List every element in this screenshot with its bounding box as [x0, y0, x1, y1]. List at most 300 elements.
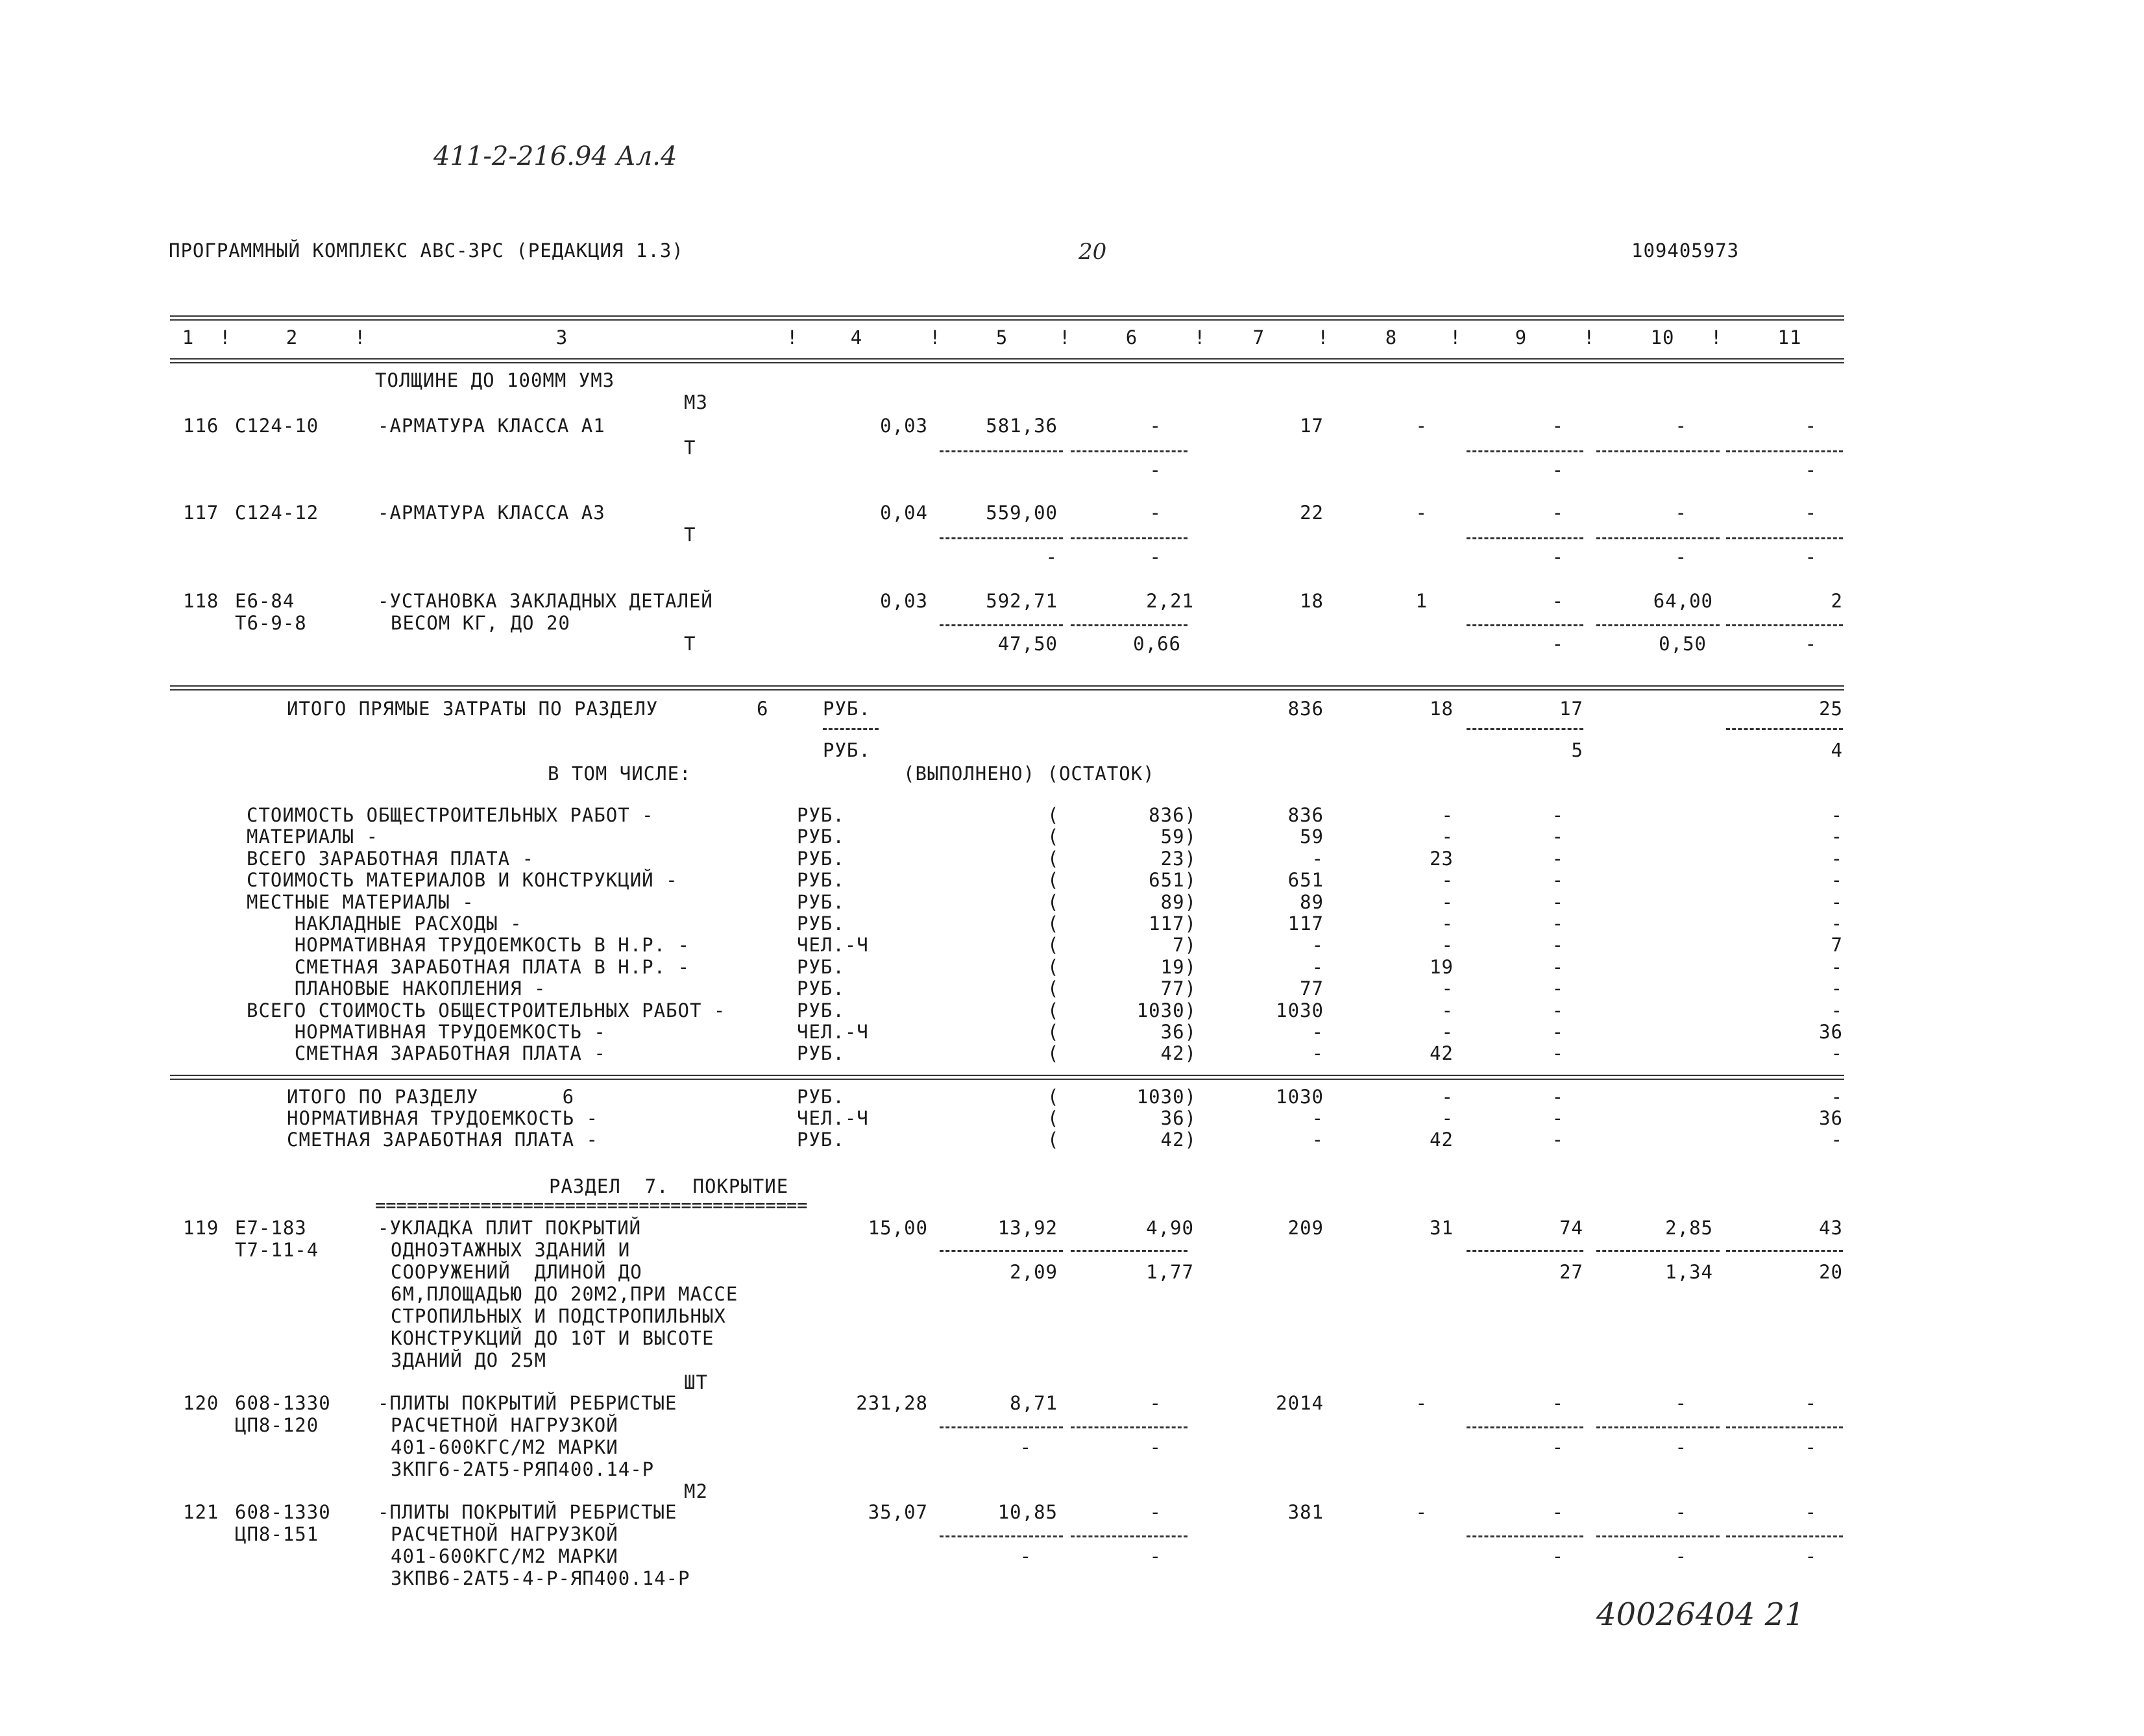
cell-col8: -: [1441, 934, 1454, 957]
column-separators: !: [219, 326, 232, 348]
completed-value: 23): [1160, 847, 1197, 870]
cell-col8: 31: [1430, 1217, 1454, 1239]
unit-label: РУБ.: [797, 890, 845, 913]
cell-col11: -: [1805, 1392, 1817, 1414]
cell-sub: -: [1805, 459, 1817, 481]
cell-col8: 19: [1430, 955, 1454, 978]
cell-underline: [940, 1426, 1063, 1428]
cell-qty: 0,03: [880, 415, 928, 437]
cell-sub: -: [1552, 1545, 1564, 1567]
cell-total: 18: [1300, 590, 1324, 612]
cell-sub: -: [1149, 1436, 1162, 1458]
breakdown-label: ИТОГО ПО РАЗДЕЛУ 6: [287, 1086, 575, 1108]
unit-label: ЧЕЛ.-Ч: [797, 1021, 869, 1043]
cell-underline: [940, 1535, 1063, 1537]
cell-total: 17: [1300, 415, 1324, 437]
cell-unit-cost: 8,71: [1010, 1392, 1058, 1414]
cell-total: 836: [1287, 698, 1324, 720]
unit-label: Т: [684, 437, 696, 459]
cell-sub: -: [1675, 1545, 1687, 1567]
cell-col11: 36: [1819, 1107, 1843, 1129]
col-header-4: 4: [850, 326, 863, 348]
cell-col9: -: [1552, 955, 1564, 978]
column-separators: !: [786, 326, 799, 348]
cell-col11: -: [1805, 1501, 1817, 1523]
column-separators: !: [1450, 326, 1462, 348]
cell-sub: -: [1045, 546, 1058, 568]
breakdown-label: НАКЛАДНЫЕ РАСХОДЫ -: [247, 912, 522, 935]
cell-unit-cost: 10,85: [997, 1501, 1058, 1523]
unit-label: РУБ.: [797, 912, 845, 935]
cell-col9: -: [1552, 804, 1564, 826]
cell-total: 381: [1287, 1501, 1324, 1523]
unit-label: РУБ.: [797, 1086, 845, 1108]
cell-col8: -: [1415, 502, 1428, 524]
cell-qty: 0,03: [880, 590, 928, 612]
cell-col11: 36: [1819, 1021, 1843, 1043]
paren-open: (: [1047, 890, 1060, 913]
cell-col8: 42: [1430, 1042, 1454, 1065]
col-header-11: 11: [1777, 326, 1802, 348]
cell-underline: [940, 1250, 1063, 1252]
cell-underline: [1726, 1426, 1843, 1428]
col-header-7: 7: [1252, 326, 1265, 348]
cell-total: -: [1311, 1107, 1324, 1129]
cell-sub: -: [1805, 1545, 1817, 1567]
cell-col8: 23: [1430, 847, 1454, 870]
row-description: 401-600КГС/М2 МАРКИ: [391, 1436, 618, 1458]
cell-underline: [1726, 1250, 1843, 1252]
cell-col6: -: [1149, 502, 1162, 524]
cell-col9: -: [1552, 934, 1564, 957]
row-code: Е7-183: [235, 1217, 307, 1239]
cell-col9: -: [1552, 1129, 1564, 1151]
unit-label: РУБ.: [823, 739, 871, 761]
unit-label: ЧЕЛ.-Ч: [797, 1107, 869, 1129]
cell-underline: [1596, 624, 1720, 626]
cell-col9: -: [1552, 999, 1564, 1021]
cell-col9: -: [1552, 502, 1564, 524]
paren-open: (: [1047, 955, 1060, 978]
cell-underline: [1467, 1250, 1583, 1252]
cell-col8: -: [1441, 804, 1454, 826]
column-separators: !: [1711, 326, 1723, 348]
cell-unit-cost: 559,00: [986, 502, 1058, 524]
col-header-1: 1: [182, 326, 195, 348]
cell-total: 651: [1287, 869, 1324, 892]
cell-col10: -: [1675, 502, 1687, 524]
row-description: -ПЛИТЫ ПОКРЫТИЙ РЕБРИСТЫЕ: [378, 1392, 677, 1414]
row-description: РАСЧЕТНОЙ НАГРУЗКОЙ: [391, 1523, 618, 1545]
completed-value: 7): [1173, 934, 1197, 957]
paren-open: (: [1047, 999, 1060, 1021]
cell-col6: -: [1149, 415, 1162, 437]
including-header: (ВЫПОЛНЕНО) (ОСТАТОК): [903, 763, 1155, 785]
cell-total: -: [1311, 955, 1324, 978]
paren-open: (: [1047, 1086, 1060, 1108]
unit-label: ЧЕЛ.-Ч: [797, 934, 869, 957]
row-description: 401-600КГС/М2 МАРКИ: [391, 1545, 618, 1567]
cell-total: 836: [1287, 804, 1324, 826]
completed-value: 77): [1160, 977, 1197, 1000]
row-code: ЦП8-151: [235, 1523, 319, 1545]
paren-open: (: [1047, 912, 1060, 935]
section-total-rule: [170, 685, 1844, 691]
cell-col11: -: [1831, 999, 1843, 1021]
cell-sub: -: [1149, 1545, 1162, 1567]
cell-total: 1030: [1276, 999, 1324, 1021]
cell-col9: -: [1552, 1021, 1564, 1043]
cell-sub: 2,09: [1010, 1261, 1058, 1283]
paren-open: (: [1047, 1107, 1060, 1129]
row-description: СТРОПИЛЬНЫХ И ПОДСТРОПИЛЬНЫХ: [391, 1305, 726, 1327]
cell-col8: -: [1441, 1107, 1454, 1129]
cell-underline: [1726, 624, 1843, 626]
unit-label: ШТ: [684, 1371, 708, 1393]
row-description: РАСЧЕТНОЙ НАГРУЗКОЙ: [391, 1414, 618, 1436]
cell-sub: -: [1675, 1436, 1687, 1458]
cell-col10: -: [1675, 1501, 1687, 1523]
breakdown-label: НОРМАТИВНАЯ ТРУДОЕМКОСТЬ -: [287, 1107, 598, 1129]
cell-underline: [940, 624, 1063, 626]
cell-underline: [1726, 537, 1843, 539]
cell-unit-cost: 13,92: [997, 1217, 1058, 1239]
paren-open: (: [1047, 847, 1060, 870]
cell-underline: [1596, 1250, 1720, 1252]
cell-total: 209: [1287, 1217, 1324, 1239]
cell-col9: 17: [1559, 698, 1583, 720]
col-header-3: 3: [555, 326, 568, 348]
row-description: ВЕСОМ КГ, ДО 20: [391, 612, 570, 634]
col-header-2: 2: [286, 326, 298, 348]
completed-value: 89): [1160, 890, 1197, 913]
row-description: ОДНОЭТАЖНЫХ ЗДАНИЙ И: [391, 1239, 631, 1261]
cell-col11: -: [1831, 1086, 1843, 1108]
cell-col10: 2,85: [1665, 1217, 1713, 1239]
cell-sub: -: [1552, 459, 1564, 481]
section-title: РАЗДЕЛ 7. ПОКРЫТИЕ: [549, 1175, 789, 1197]
cell-total: 22: [1300, 502, 1324, 524]
unit-label: РУБ.: [797, 999, 845, 1021]
cell-col11: -: [1805, 502, 1817, 524]
paren-open: (: [1047, 869, 1060, 892]
cell-sub: 5: [1571, 739, 1583, 761]
cell-total: 59: [1300, 825, 1324, 848]
cell-col11: 7: [1831, 934, 1843, 957]
cell-underline: [1071, 1426, 1188, 1428]
cell-col9: -: [1552, 977, 1564, 1000]
cell-underline: [1071, 1250, 1188, 1252]
cell-col9: -: [1552, 1042, 1564, 1065]
cell-sub: 0,66: [1133, 633, 1181, 655]
cell-sub: -: [1149, 459, 1162, 481]
cell-col11: -: [1831, 1042, 1843, 1065]
handwritten-bottom-code: 40026404 21: [1596, 1596, 1805, 1633]
cell-underline: [823, 728, 879, 730]
breakdown-label: НОРМАТИВНАЯ ТРУДОЕМКОСТЬ В Н.Р. -: [247, 934, 690, 957]
section-title-rule: =========================================: [375, 1195, 808, 1216]
row-description: СООРУЖЕНИЙ ДЛИНОЙ ДО: [391, 1261, 642, 1283]
breakdown-label: МАТЕРИАЛЫ -: [247, 825, 379, 848]
section-end-rule: [170, 1075, 1844, 1080]
cell-total: 2014: [1276, 1392, 1324, 1414]
row-code: Е6-84: [235, 590, 295, 612]
row-code: С124-10: [235, 415, 319, 437]
paren-open: (: [1047, 1021, 1060, 1043]
unit-label: РУБ.: [797, 847, 845, 870]
col-header-9: 9: [1515, 326, 1528, 348]
handwritten-top-code: 411-2-216.94 Ал.4: [433, 141, 677, 171]
cell-col11: -: [1831, 847, 1843, 870]
cell-qty: 231,28: [856, 1392, 928, 1414]
cell-col9: -: [1552, 590, 1564, 612]
paren-open: (: [1047, 825, 1060, 848]
cell-underline: [1726, 450, 1843, 452]
row-description: -АРМАТУРА КЛАССА А3: [378, 502, 605, 524]
cell-underline: [1596, 450, 1720, 452]
cell-col9: -: [1552, 1086, 1564, 1108]
table-top-rule: [170, 315, 1844, 321]
row-code: Т7-11-4: [235, 1239, 319, 1261]
cell-col8: -: [1415, 1501, 1428, 1523]
unit-label: М3: [684, 391, 708, 413]
cell-sub: 0,50: [1659, 633, 1707, 655]
column-separators: !: [1583, 326, 1596, 348]
cell-col9: -: [1552, 1107, 1564, 1129]
row-description: -ПЛИТЫ ПОКРЫТИЙ РЕБРИСТЫЕ: [378, 1501, 677, 1523]
row-code: ЦП8-120: [235, 1414, 319, 1436]
cell-col9: -: [1552, 825, 1564, 848]
document-number: 109405973: [1631, 239, 1740, 262]
cell-col8: -: [1441, 999, 1454, 1021]
cell-sub: -: [1149, 546, 1162, 568]
col-header-5: 5: [995, 326, 1008, 348]
cell-total: 89: [1300, 890, 1324, 913]
cell-col8: -: [1415, 1392, 1428, 1414]
paren-open: (: [1047, 804, 1060, 826]
unit-label: Т: [684, 633, 696, 655]
row-description: -АРМАТУРА КЛАССА А1: [378, 415, 605, 437]
row-description: 6М,ПЛОЩАДЬЮ ДО 20М2,ПРИ МАССЕ: [391, 1283, 738, 1305]
cell-col8: -: [1441, 825, 1454, 848]
cell-total: -: [1311, 1042, 1324, 1065]
cell-underline: [1596, 537, 1720, 539]
cell-total: 1030: [1276, 1086, 1324, 1108]
continuation-text: ТОЛЩИНЕ ДО 100ММ УМ3: [375, 369, 615, 391]
column-separators: !: [929, 326, 942, 348]
col-header-6: 6: [1125, 326, 1138, 348]
completed-value: 1030): [1136, 999, 1197, 1021]
cell-col10: -: [1675, 415, 1687, 437]
cell-col11: -: [1831, 804, 1843, 826]
cell-total: -: [1311, 1021, 1324, 1043]
cell-underline: [1467, 450, 1583, 452]
row-description: 3КПГ6-2АТ5-РЯП400.14-Р: [391, 1458, 655, 1480]
paren-open: (: [1047, 1129, 1060, 1151]
row-code: Т6-9-8: [235, 612, 307, 634]
total-label: ИТОГО ПРЯМЫЕ ЗАТРАТЫ ПО РАЗДЕЛУ: [287, 698, 659, 720]
row-description: КОНСТРУКЦИЙ ДО 10Т И ВЫСОТЕ: [391, 1327, 714, 1349]
row-description: -УСТАНОВКА ЗАКЛАДНЫХ ДЕТАЛЕЙ: [378, 590, 713, 612]
completed-value: 42): [1160, 1042, 1197, 1065]
cell-underline: [1467, 728, 1583, 730]
cell-total: 117: [1287, 912, 1324, 935]
cell-col10: 64,00: [1653, 590, 1713, 612]
cell-qty: 15,00: [868, 1217, 928, 1239]
cell-underline: [1071, 624, 1188, 626]
cell-col11: -: [1831, 977, 1843, 1000]
cell-col8: -: [1441, 912, 1454, 935]
cell-col10: -: [1675, 1392, 1687, 1414]
row-code: 608-1330: [235, 1392, 331, 1414]
col-header-10: 10: [1650, 326, 1675, 348]
cell-col9: -: [1552, 1501, 1564, 1523]
cell-sub: 1,34: [1665, 1261, 1713, 1283]
col-header-8: 8: [1385, 326, 1398, 348]
completed-value: 19): [1160, 955, 1197, 978]
cell-col9: -: [1552, 912, 1564, 935]
cell-underline: [1596, 1535, 1720, 1537]
cell-sub: 27: [1559, 1261, 1583, 1283]
breakdown-label: ВСЕГО СТОИМОСТЬ ОБЩЕСТРОИТЕЛЬНЫХ РАБОТ -: [247, 999, 726, 1021]
cell-col8: -: [1441, 1021, 1454, 1043]
breakdown-label: СМЕТНАЯ ЗАРАБОТНАЯ ПЛАТА -: [287, 1129, 598, 1151]
cell-col6: -: [1149, 1501, 1162, 1523]
cell-total: -: [1311, 934, 1324, 957]
cell-sub: -: [1805, 546, 1817, 568]
cell-sub: -: [1552, 1436, 1564, 1458]
cell-col8: 1: [1415, 590, 1428, 612]
cell-underline: [940, 450, 1063, 452]
cell-underline: [1726, 728, 1843, 730]
cell-underline: [1071, 537, 1188, 539]
breakdown-label: СМЕТНАЯ ЗАРАБОТНАЯ ПЛАТА -: [247, 1042, 606, 1065]
cell-sub: -: [1019, 1436, 1032, 1458]
cell-col8: -: [1441, 869, 1454, 892]
cell-col11: 43: [1819, 1217, 1843, 1239]
cell-sub: -: [1805, 1436, 1817, 1458]
cell-col6: 4,90: [1146, 1217, 1194, 1239]
program-title: ПРОГРАММНЫЙ КОМПЛЕКС АВС-3РС (РЕДАКЦИЯ 1.3): [169, 239, 684, 262]
handwritten-page-number: 20: [1078, 239, 1107, 265]
cell-col11: -: [1831, 1129, 1843, 1151]
cell-col9: -: [1552, 890, 1564, 913]
cell-col9: -: [1552, 869, 1564, 892]
unit-label: РУБ.: [797, 869, 845, 892]
cell-underline: [1596, 1426, 1720, 1428]
breakdown-label: СТОИМОСТЬ ОБЩЕСТРОИТЕЛЬНЫХ РАБОТ -: [247, 804, 654, 826]
completed-value: 36): [1160, 1107, 1197, 1129]
row-number: 117: [183, 502, 219, 524]
completed-value: 36): [1160, 1021, 1197, 1043]
row-number: 120: [183, 1392, 219, 1414]
cell-unit-cost: 581,36: [986, 415, 1058, 437]
breakdown-label: ВСЕГО ЗАРАБОТНАЯ ПЛАТА -: [247, 847, 535, 870]
row-code: 608-1330: [235, 1501, 331, 1523]
cell-col11: 2: [1831, 590, 1843, 612]
cell-total: -: [1311, 847, 1324, 870]
cell-col11: -: [1805, 415, 1817, 437]
cell-col9: -: [1552, 1392, 1564, 1414]
row-number: 118: [183, 590, 219, 612]
cell-col8: -: [1415, 415, 1428, 437]
cell-underline: [1467, 1426, 1583, 1428]
column-separators: !: [1317, 326, 1330, 348]
cell-col8: -: [1441, 977, 1454, 1000]
cell-underline: [1071, 1535, 1188, 1537]
cell-underline: [1467, 1535, 1583, 1537]
breakdown-label: ПЛАНОВЫЕ НАКОПЛЕНИЯ -: [247, 977, 546, 1000]
unit-label: РУБ.: [797, 825, 845, 848]
paren-open: (: [1047, 934, 1060, 957]
cell-sub: -: [1552, 633, 1564, 655]
total-section-number: 6: [757, 698, 769, 720]
cell-underline: [1467, 624, 1583, 626]
cell-sub: -: [1675, 546, 1687, 568]
cell-sub: 47,50: [997, 633, 1058, 655]
completed-value: 42): [1160, 1129, 1197, 1151]
row-number: 119: [183, 1217, 219, 1239]
cell-col11: -: [1831, 890, 1843, 913]
cell-total: 77: [1300, 977, 1324, 1000]
cell-col8: -: [1441, 890, 1454, 913]
completed-value: 117): [1149, 912, 1197, 935]
cell-unit-cost: 592,71: [986, 590, 1058, 612]
unit-label: РУБ.: [823, 698, 871, 720]
unit-label: РУБ.: [797, 804, 845, 826]
paren-open: (: [1047, 1042, 1060, 1065]
cell-col11: -: [1831, 955, 1843, 978]
cell-col11: -: [1831, 825, 1843, 848]
breakdown-label: НОРМАТИВНАЯ ТРУДОЕМКОСТЬ -: [247, 1021, 606, 1043]
cell-col6: 2,21: [1146, 590, 1194, 612]
cell-sub: -: [1805, 633, 1817, 655]
cell-sub: 1,77: [1146, 1261, 1194, 1283]
cell-col8: 18: [1430, 698, 1454, 720]
row-number: 116: [183, 415, 219, 437]
row-number: 121: [183, 1501, 219, 1523]
cell-col9: -: [1552, 415, 1564, 437]
row-description: 3КПВ6-2АТ5-4-Р-ЯП400.14-Р: [391, 1567, 690, 1589]
unit-label: М2: [684, 1480, 708, 1502]
breakdown-label: СТОИМОСТЬ МАТЕРИАЛОВ И КОНСТРУКЦИЙ -: [247, 869, 678, 892]
cell-underline: [940, 537, 1063, 539]
cell-underline: [1467, 537, 1583, 539]
cell-col9: 74: [1559, 1217, 1583, 1239]
cell-col11: 25: [1819, 698, 1843, 720]
completed-value: 651): [1149, 869, 1197, 892]
cell-col9: -: [1552, 847, 1564, 870]
completed-value: 59): [1160, 825, 1197, 848]
cell-total: -: [1311, 1129, 1324, 1151]
cell-col11: -: [1831, 912, 1843, 935]
cell-qty: 0,04: [880, 502, 928, 524]
unit-label: Т: [684, 524, 696, 546]
cell-qty: 35,07: [868, 1501, 928, 1523]
paren-open: (: [1047, 977, 1060, 1000]
cell-col8: 42: [1430, 1129, 1454, 1151]
unit-label: РУБ.: [797, 977, 845, 1000]
cell-underline: [1726, 1535, 1843, 1537]
cell-sub: 4: [1831, 739, 1843, 761]
completed-value: 1030): [1136, 1086, 1197, 1108]
column-separators: !: [1059, 326, 1071, 348]
cell-underline: [1071, 450, 1188, 452]
column-separators: !: [1194, 326, 1206, 348]
cell-sub: -: [1552, 546, 1564, 568]
unit-label: РУБ.: [797, 955, 845, 978]
column-header-bottom-rule: [170, 358, 1844, 363]
